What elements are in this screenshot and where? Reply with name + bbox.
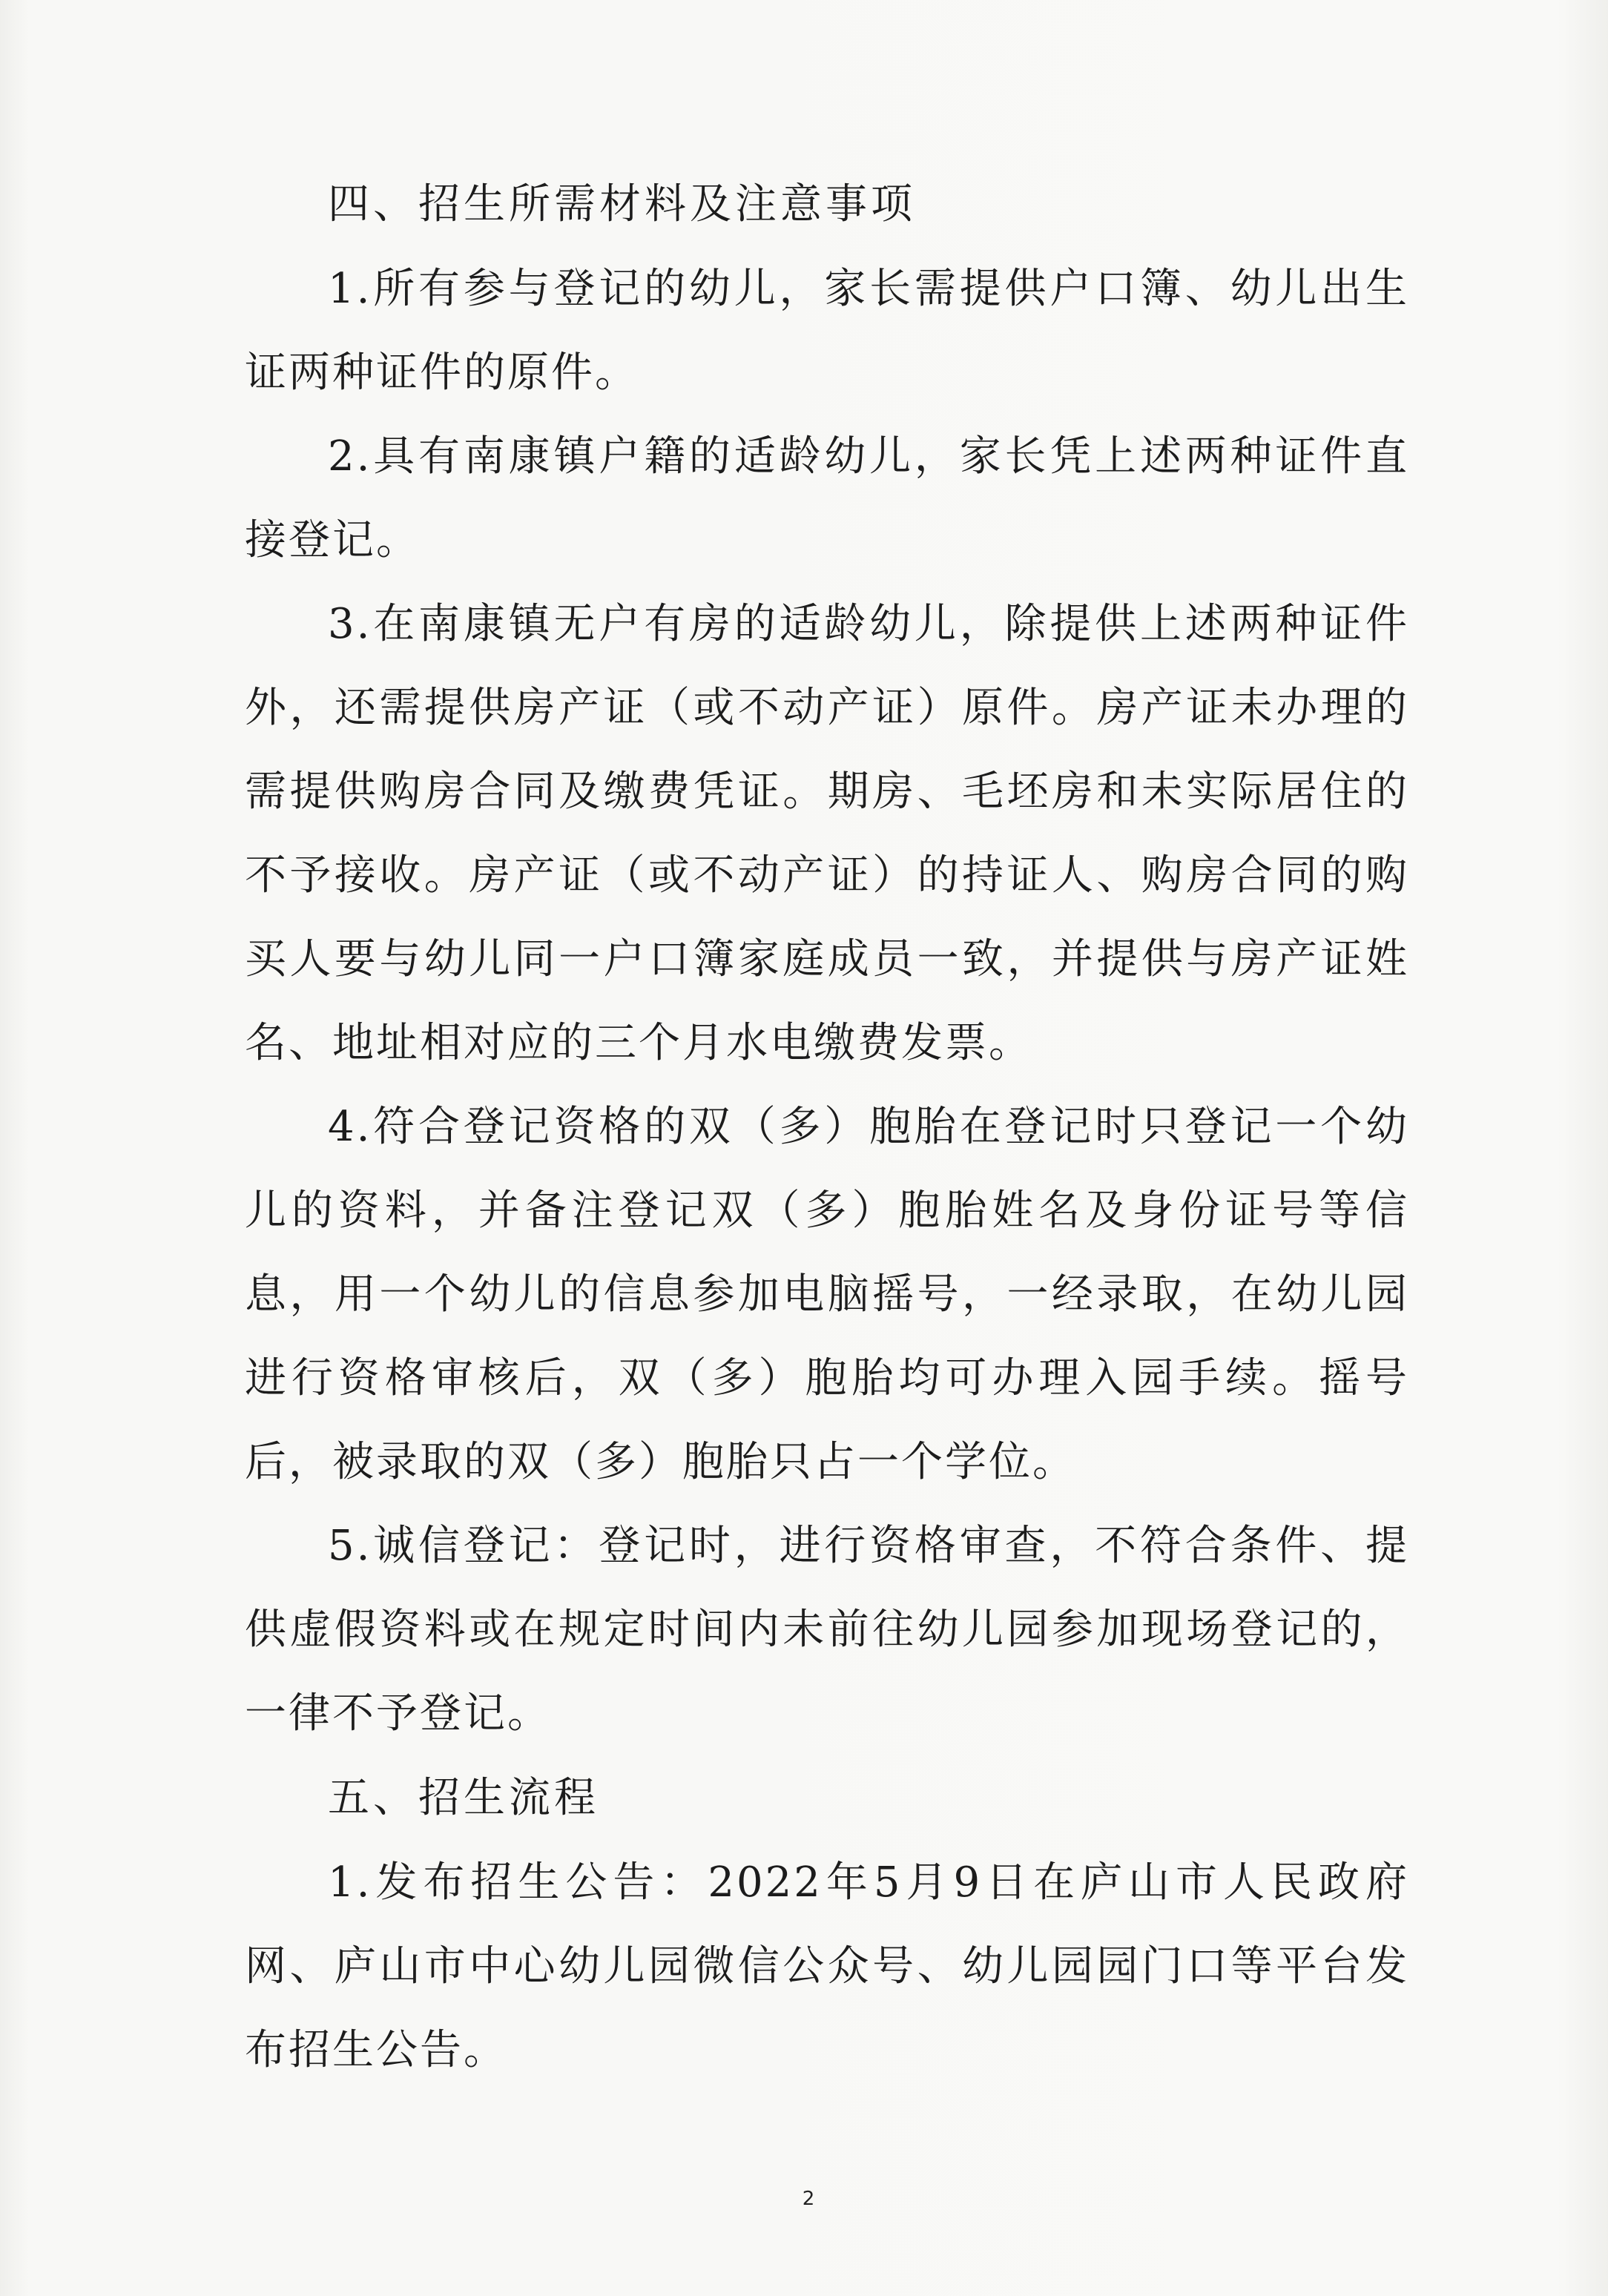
document-body <box>245 162 1409 2092</box>
paragraph-item-3: 3.在南康镇无户有房的适龄幼儿，除提供上述两种证件外，还需提供房产证（或不动产证）原件。房产证未办理的需提供购房合同及缴费凭证。期房、毛坯房和未实际居住的不予接收。房产证（或不动产证）的持证人、购房合同的购买人要与幼儿同一户口簿家庭成员一致，并提供与房产证姓名、地址相对应的三个月水电缴费发票。 <box>245 600 1409 1067</box>
paragraph-item-2: 2.具有南康镇户籍的适龄幼儿，家长凭上述两种证件直接登记。 <box>245 432 1409 564</box>
paragraph-item-1: 1.所有参与登记的幼儿，家长需提供户口簿、幼儿出生证两种证件的原件。 <box>245 265 1409 397</box>
paragraph-process-1: 1.发布招生公告：2022年5月9日在庐山市人民政府网、庐山市中心幼儿园微信公众号、幼儿园园门口等平台发布招生公告。 <box>245 1858 1409 2074</box>
section-heading-materials: 四、招生所需材料及注意事项 <box>328 180 916 228</box>
section-heading-process: 五、招生流程 <box>328 1774 599 1822</box>
page-number: 2 <box>802 2188 815 2210</box>
paragraph-item-4: 4.符合登记资格的双（多）胞胎在登记时只登记一个幼儿的资料，并备注登记双（多）胞胎姓名及身份证号等信息，用一个幼儿的信息参加电脑摇号，一经录取，在幼儿园进行资格审核后，双（多）胞胎均可办理入园手续。摇号后，被录取的双（多）胞胎只占一个学位。 <box>245 1103 1409 1486</box>
paragraph-item-5: 5.诚信登记：登记时，进行资格审查，不符合条件、提供虚假资料或在规定时间内未前往幼儿园参加现场登记的，一律不予登记。 <box>245 1522 1409 1738</box>
